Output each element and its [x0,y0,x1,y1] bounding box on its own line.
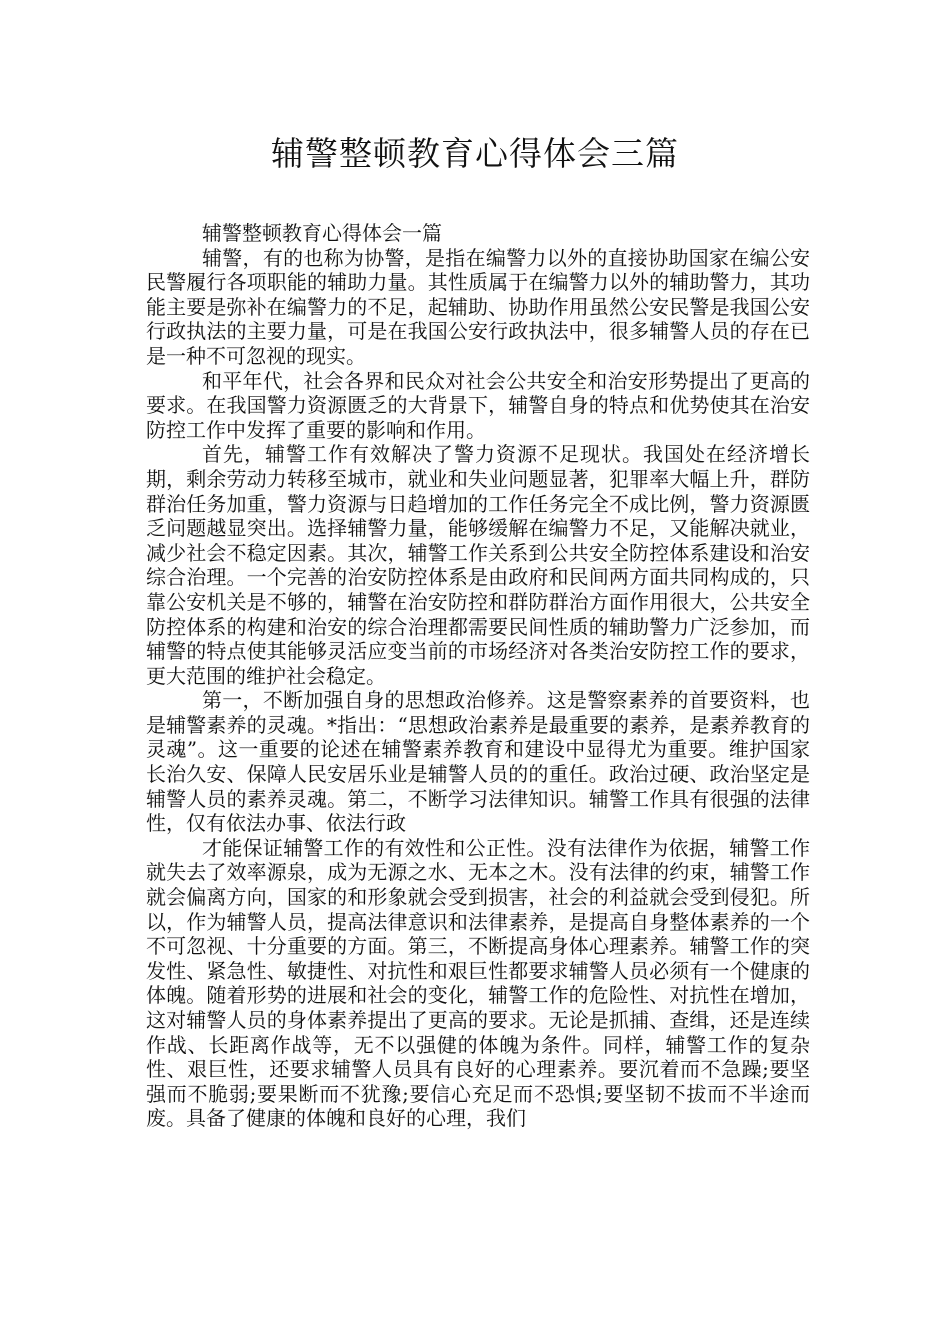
document-title: 辅警整顿教育心得体会三篇 [271,134,679,173]
document-body [146,221,810,1131]
section-heading: 辅警整顿教育心得体会一篇 [202,221,442,245]
paragraph: 第一，不断加强自身的思想政治修养。这是警察素养的首要资料，也是辅警素养的灵魂。*指出：“思想政治素养是最重要的素养，是素养教育的灵魂”。这一重要的论述在辅警素养教育和建设中显得尤为重要。维护国家长治久安、保障人民安居乐业是辅警人员的的重任。政治过硬、政治坚定是辅警人员的素养灵魂。第二，不断学习法律知识。辅警工作具有很强的法律性，仅有依法办事、依法行政 [146,688,810,836]
paragraph: 才能保证辅警工作的有效性和公正性。没有法律作为依据，辅警工作就失去了效率源泉，成为无源之水、无本之木。没有法律的约束，辅警工作就会偏离方向，国家的和形象就会受到损害，社会的利益就会受到侵犯。所以，作为辅警人员，提高法律意识和法律素养，是提高自身整体素养的一个不可忽视、十分重要的方面。第三，不断提高身体心理素养。辅警工作的突发性、紧急性、敏捷性、对抗性和艰巨性都要求辅警人员必须有一个健康的体魄。随着形势的进展和社会的变化，辅警工作的危险性、对抗性在增加，这对辅警人员的身体素养提出了更高的要求。无论是抓捕、查缉，还是连续作战、长距离作战等，无不以强健的体魄为条件。同样，辅警工作的复杂性、艰巨性，还要求辅警人员具有良好的心理素养。要沉着而不急躁;要坚强而不脆弱;要果断而不犹豫;要信心充足而不恐惧;要坚韧不拔而不半途而废。具备了健康的体魄和良好的心理，我们 [146,835,810,1131]
paragraph: 首先，辅警工作有效解决了警力资源不足现状。我国处在经济增长期，剩余劳动力转移至城市，就业和失业问题显著，犯罪率大幅上升，群防群治任务加重，警力资源与日趋增加的工作任务完全不成比例，警力资源匮乏问题越显突出。选择辅警力量，能够缓解在编警力不足，又能解决就业，减少社会不稳定因素。其次，辅警工作关系到公共安全防控体系建设和治安综合治理。一个完善的治安防控体系是由政府和民间两方面共同构成的，只靠公安机关是不够的，辅警在治安防控和群防群治方面作用很大，公共安全防控体系的构建和治安的综合治理都需要民间性质的辅助警力广泛参加，而辅警的特点使其能够灵活应变当前的市场经济对各类治安防控工作的要求，更大范围的维护社会稳定。 [146,442,810,688]
paragraph: 辅警，有的也称为协警，是指在编警力以外的直接协助国家在编公安民警履行各项职能的辅助力量。其性质属于在编警力以外的辅助警力，其功能主要是弥补在编警力的不足，起辅助、协助作用虽然公安民警是我国公安行政执法的主要力量，可是在我国公安行政执法中，很多辅警人员的存在已是一种不可忽视的现实。 [146,245,810,368]
paragraph: 和平年代，社会各界和民众对社会公共安全和治安形势提出了更高的要求。在我国警力资源匮乏的大背景下，辅警自身的特点和优势使其在治安防控工作中发挥了重要的影响和作用。 [146,368,810,442]
